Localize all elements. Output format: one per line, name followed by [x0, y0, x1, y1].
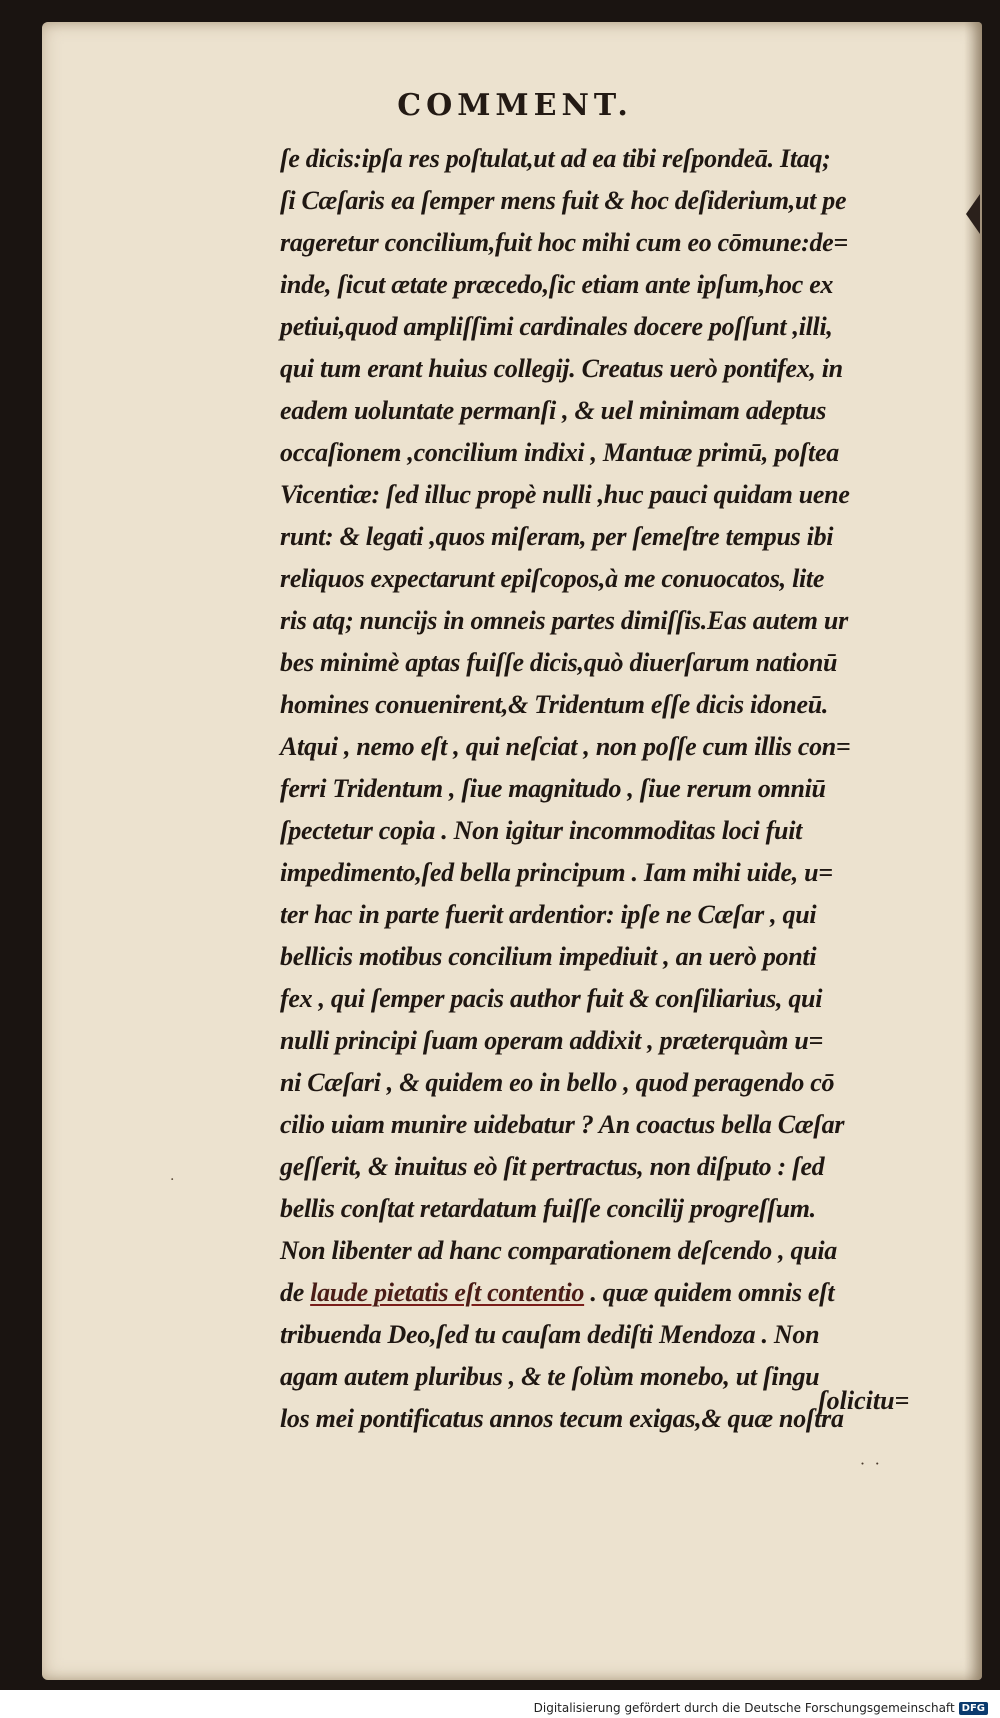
text-line: bellis conſtat retardatum fuiſſe concilij progreſſum. [280, 1194, 816, 1223]
text-line: homines conuenirent,& Tridentum eſſe dicis idoneū. [280, 690, 829, 719]
text-line: geſſerit, & inuitus eò ſit pertractus, non diſputo : ſed [280, 1152, 825, 1181]
catchword: ſolicitu= [818, 1386, 910, 1415]
text-line: ferri Tridentum , ſiue magnitudo , ſiue rerum omniū [280, 774, 826, 803]
main-text-block [280, 138, 960, 1440]
text-line: ris atq; nuncijs in omneis partes dimiſſis.Eas autem ur [280, 606, 848, 635]
text-line: cilio uiam munire uidebatur ? An coactus bella Cæſar [280, 1110, 845, 1139]
page-edge-shadow [964, 22, 982, 1680]
text-line-underlined: de laude pietatis eſt contentio . quæ quidem omnis eſt [280, 1278, 835, 1307]
text-line: tribuenda Deo,ſed tu cauſam dediſti Mendoza . Non [280, 1320, 820, 1349]
ink-specks: ˙ ˙ [858, 1460, 882, 1481]
text-line: ni Cæſari , & quidem eo in bello , quod peragendo cō [280, 1068, 835, 1097]
text-line: Non libenter ad hanc comparationem deſcendo , quia [280, 1236, 838, 1265]
dfg-logo: DFG [959, 1702, 988, 1715]
text-line: los mei pontificatus annos tecum exigas,& quæ noſtra [280, 1404, 844, 1433]
text-line: qui tum erant huius collegij. Creatus uerò pontifex, in [280, 354, 843, 383]
text-line: agam autem pluribus , & te ſolùm monebo, ut ſingu [280, 1362, 820, 1391]
text-line: ter hac in parte fuerit ardentior: ipſe ne Cæſar , qui [280, 900, 817, 929]
text-line: ſpectetur copia . Non igitur incommoditas loci fuit [280, 816, 803, 845]
text-line: impedimento,ſed bella principum . Iam mihi uide, u= [280, 858, 833, 887]
text-line: ſe dicis:ipſa res poſtulat,ut ad ea tibi reſpondeā. Itaq; [280, 144, 831, 173]
credit-text: Digitalisierung gefördert durch die Deutsche Forschungsgemeinschaft [533, 1701, 955, 1715]
text-line: Vicentiæ: ſed illuc propè nulli ,huc pauci quidam uene [280, 480, 850, 509]
running-head: COMMENT. [397, 88, 633, 123]
text-line: runt: & legati ,quos miſeram, per ſemeſtre tempus ibi [280, 522, 834, 551]
text-line: nulli principi ſuam operam addixit , præterquàm u= [280, 1026, 824, 1055]
text-line: reliquos expectarunt epiſcopos,à me conuocatos, lite [280, 564, 825, 593]
text-line: eadem uoluntate permanſi , & uel minimam adeptus [280, 396, 827, 425]
text-line: bellicis motibus concilium impediuit , an uerò ponti [280, 942, 817, 971]
text-line: ſi Cæſaris ea ſemper mens fuit & hoc deſiderium,ut pe [280, 186, 847, 215]
text-line: rageretur concilium,fuit hoc mihi cum eo cōmune:de= [280, 228, 848, 257]
digitization-credit [534, 1701, 988, 1715]
text-line: inde, ſicut ætate præcedo,ſic etiam ante ipſum,hoc ex [280, 270, 834, 299]
underlined-phrase: laude pietatis eſt contentio [310, 1278, 585, 1307]
text-line: Atqui , nemo eſt , qui neſciat , non poſſe cum illis con= [280, 732, 851, 761]
text-line: fex , qui ſemper pacis author fuit & conſiliarius, qui [280, 984, 823, 1013]
text-line: bes minimè aptas fuiſſe dicis,quò diuerſarum nationū [280, 648, 838, 677]
text-line: occaſionem ,concilium indixi , Mantuæ primū, poſtea [280, 438, 839, 467]
margin-mark: · [170, 1172, 175, 1188]
text-line: petiui,quod ampliſſimi cardinales docere poſſunt ,illi, [280, 312, 833, 341]
